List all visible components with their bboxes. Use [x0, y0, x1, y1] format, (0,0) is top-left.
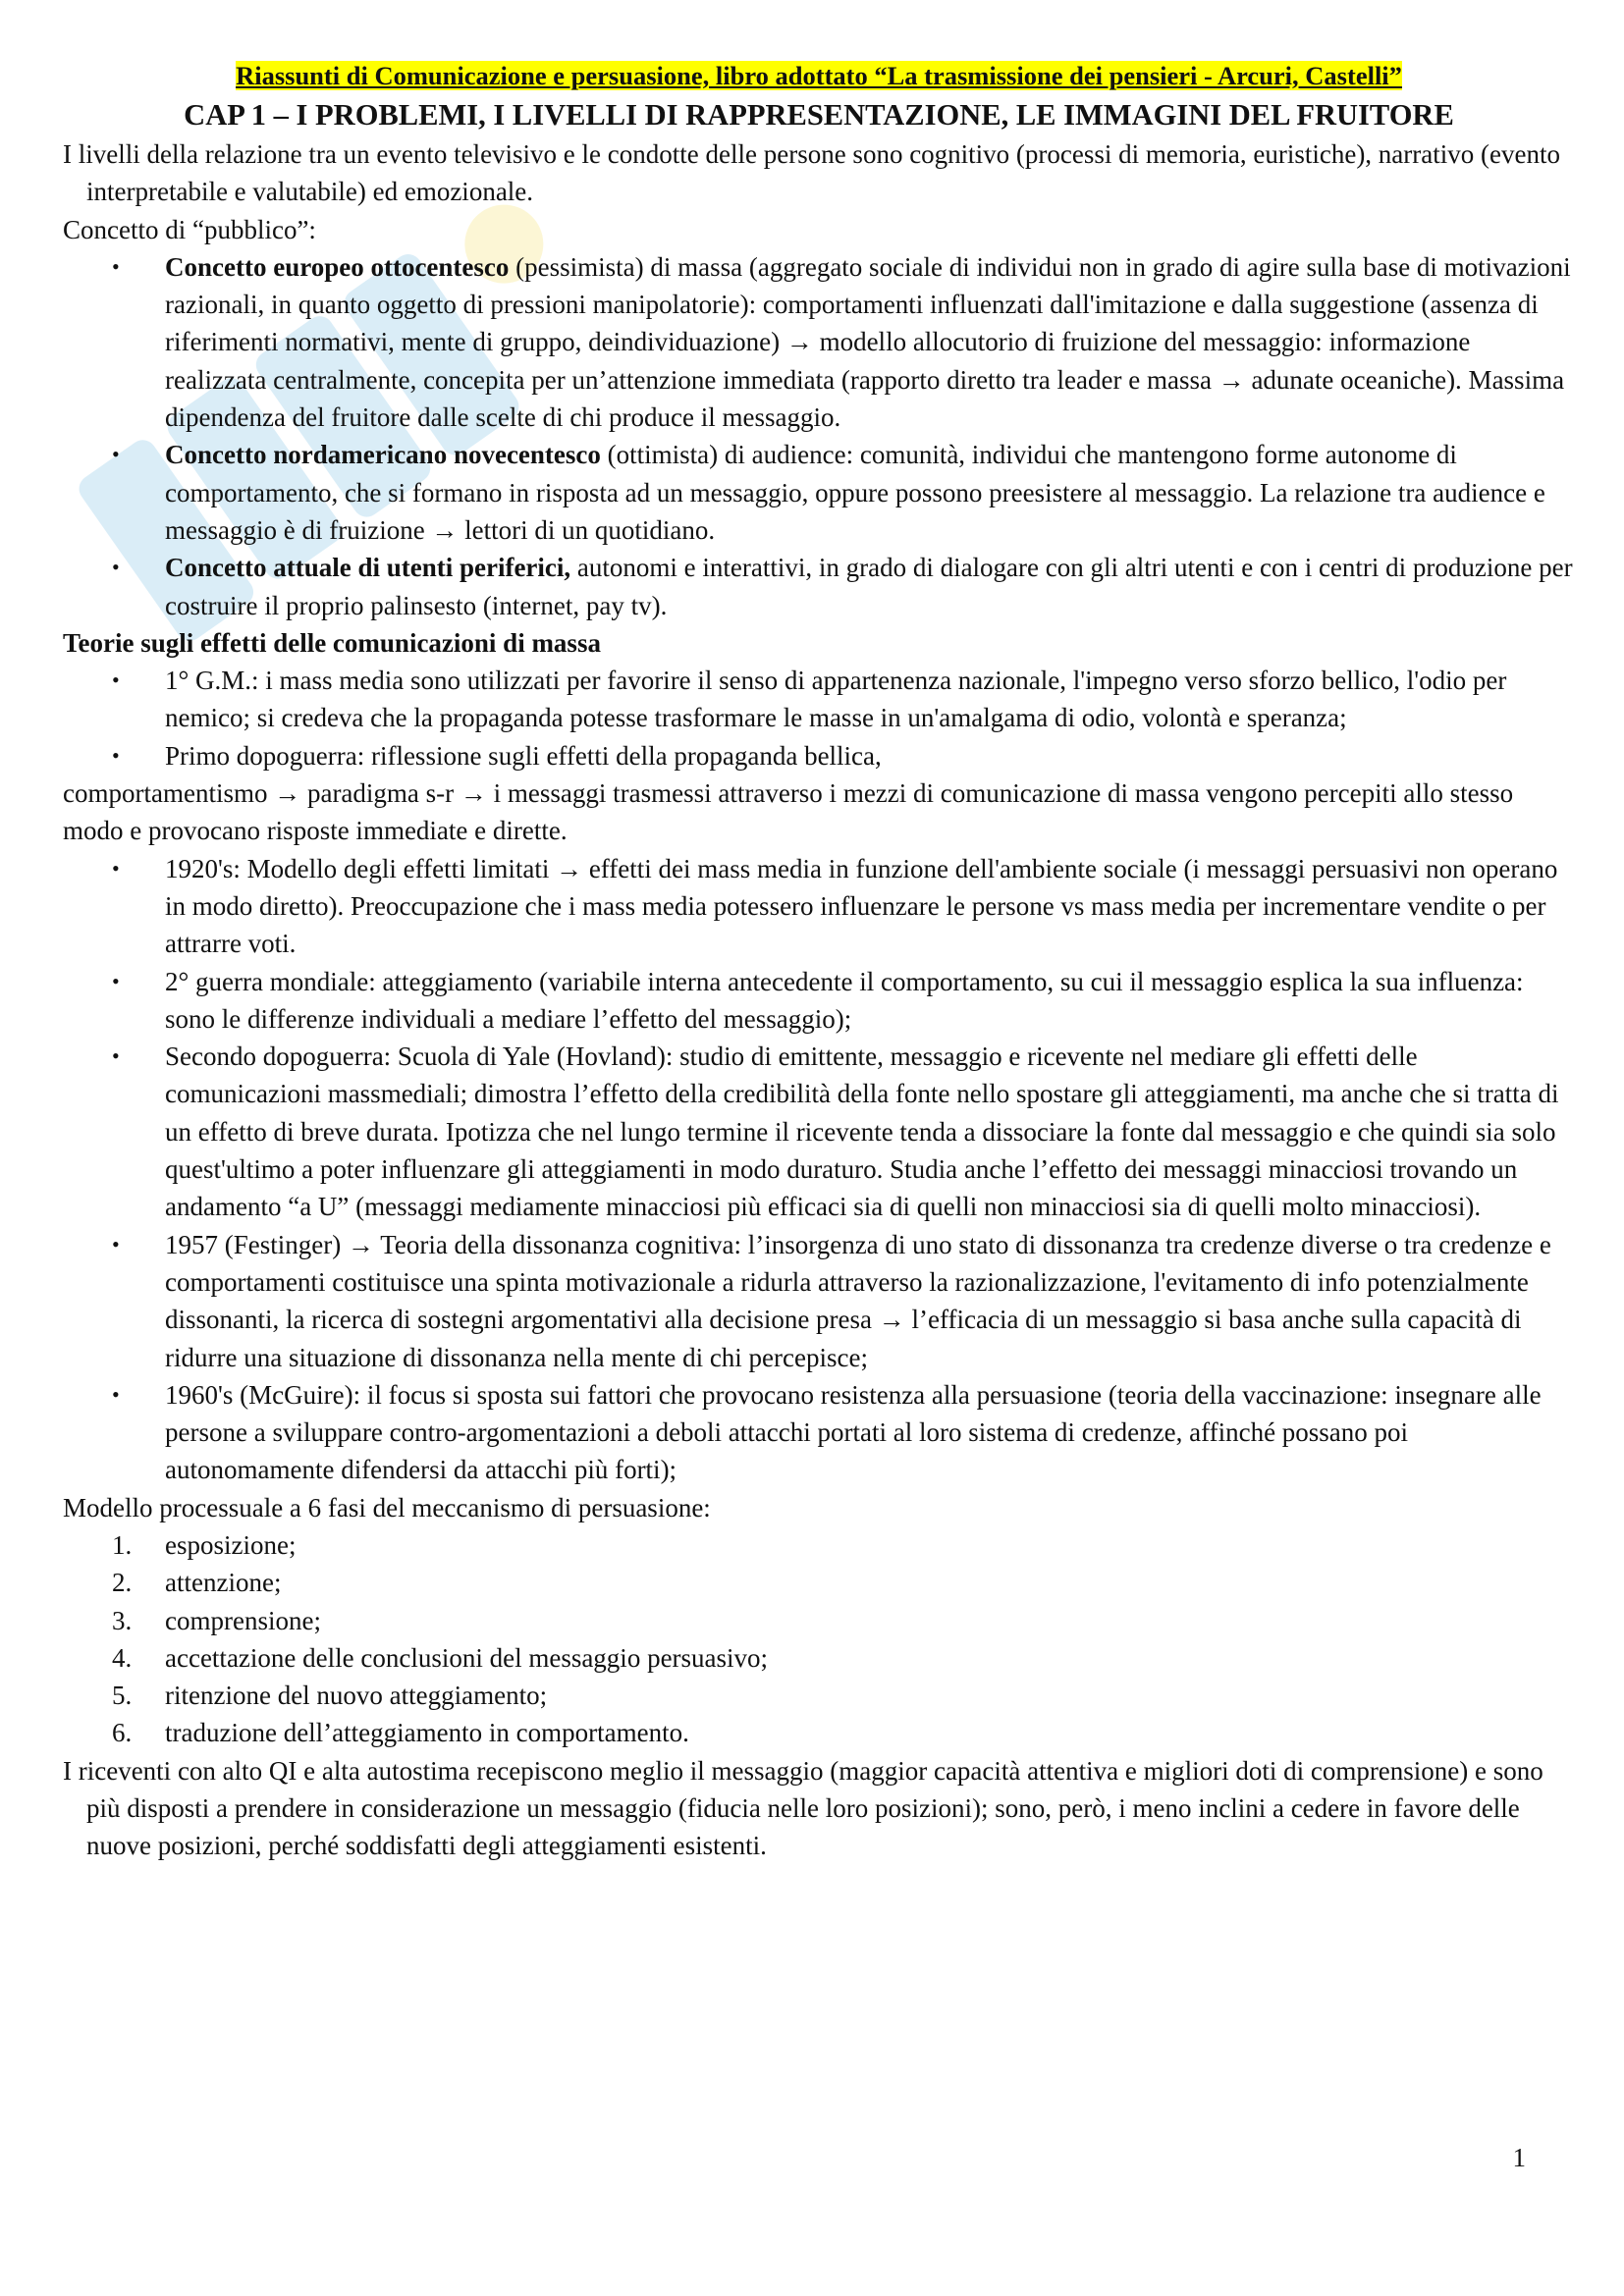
list-item: 2. attenzione; — [112, 1568, 282, 1598]
bullet-icon: • — [112, 1043, 120, 1069]
bullet-icon: • — [112, 253, 120, 279]
bullet-icon: • — [112, 442, 120, 467]
list-item: 5. ritenzione del nuovo atteggiamento; — [112, 1681, 548, 1711]
list-item: • 1920's: Modello degli effetti limitati → effetti dei mass media in funzione dell'ambiente sociale (i messaggi persuasivi non operano in modo diretto). Preoccupazione che i mass media potessero influenzare le persone vs mass media per incrementare vendite o per attrarre voti. — [63, 850, 1575, 963]
list-item: • 1° G.M.: i mass media sono utilizzati per favorire il senso di appartenenza nazionale, l'impegno verso sforzo bellico, l'odio per nemico; si credeva che la propaganda potesse trasformare le masse in un'amalgama di odio, volontà e speranza; — [63, 662, 1575, 737]
modello-heading: Modello processuale a 6 fasi del meccanismo di persuasione: — [63, 1492, 711, 1522]
pubblico-list — [63, 248, 1575, 624]
list-item: • Concetto europeo ottocentesco (pessimista) di massa (aggregato sociale di individui non in grado di agire sulla base di motivazioni razionali, in quanto oggetto di pressioni manipolatorie): comportamenti influenzati dall'imitazione e dalla suggestione (assenza di riferimenti normativi, mente di gruppo, deindividuazione) → modello allocutorio di fruizione del messaggio: informazione realizzata centralmente, concepita per un’attenzione immediata (rapporto diretto tra leader e massa → adunate oceaniche). Massima dipendenza del fruitore dalle scelte di chi produce il messaggio. — [63, 248, 1575, 436]
list-item: • 1960's (McGuire): il focus si sposta sui fattori che provocano resistenza alla persuasione (teoria della vaccinazione: insegnare alle persone a sviluppare contro-argomentazioni a deboli attacchi portati al loro sistema di credenze, affinché possano poi autonomamente difendersi da attacchi più forti); — [63, 1376, 1575, 1489]
list-item: 4. accettazione delle conclusioni del messaggio persuasivo; — [112, 1642, 769, 1673]
list-item: 6. traduzione dell’atteggiamento in comportamento. — [112, 1718, 689, 1748]
intro-paragraph: I livelli della relazione tra un evento televisivo e le condotte delle persone sono cognitivo (processi di memoria, euristiche), narrativo (evento interpretabile e valutabile) ed emozionale. — [63, 139, 1560, 207]
document-title: Riassunti di Comunicazione e persuasione, libro adottato “La trasmissione dei pensieri - Arcuri, Castelli” — [236, 61, 1402, 90]
list-item: • Secondo dopoguerra: Scuola di Yale (Hovland): studio di emittente, messaggio e ricevente nel mediare gli effetti delle comunicazioni massmediali; dimostra l’effetto della credibilità della fonte nello spostare gli atteggiamenti, ma anche che si tratta di un effetto di breve durata. Ipotizza che nel lungo termine il ricevente tenda a dissociare la fonte dal messaggio e che quindi sia solo quest'ultimo a poter influenzare gli atteggiamenti in modo duraturo. Studia anche l’effetto dei messaggi minacciosi trovando un andamento “a U” (messaggi mediamente minacciosi più efficaci sia di quelli non minacciosi sia di quelli molto minacciosi). — [63, 1038, 1575, 1225]
bullet-icon: • — [112, 855, 120, 881]
conclusion-paragraph: I riceventi con alto QI e alta autostima recepiscono meglio il messaggio (maggior capacità attentiva e migliori doti di comprensione) e sono più disposti a prendere in considerazione un messaggio (fiducia nelle loro posizioni); sono, però, i meno inclini a cedere in favore delle nuove posizioni, perché soddisfatti degli atteggiamenti esistenti. — [63, 1755, 1543, 1861]
page-number: 1 — [1512, 2143, 1526, 2172]
bullet-icon: • — [112, 742, 120, 768]
document-page — [63, 57, 1575, 1865]
teorie-heading: Teorie sugli effetti delle comunicazioni di massa — [63, 627, 601, 658]
list-item: • Concetto nordamericano novecentesco (ottimista) di audience: comunità, individui che mantengono forme autonome di comportamento, che si formano in risposta ad un messaggio, oppure possono preesistere al messaggio. La relazione tra audience e messaggio è di fruizione → lettori di un quotidiano. — [63, 436, 1575, 549]
list-item: • Concetto attuale di utenti periferici, autonomi e interattivi, in grado di dialogare con gli altri utenti e con i centri di produzione per costruire il proprio palinsesto (internet, pay tv). — [63, 549, 1575, 624]
teorie-list-b — [63, 850, 1575, 1489]
pubblico-heading: Concetto di “pubblico”: — [63, 214, 316, 244]
teorie-list-a — [63, 662, 1575, 774]
list-item: • 2° guerra mondiale: atteggiamento (variabile interna antecedente il comportamento, su cui il messaggio esplica la sua influenza: sono le differenze individuali a mediare l’effetto del messaggio); — [63, 963, 1575, 1039]
list-item: • Primo dopoguerra: riflessione sugli effetti della propaganda bellica, — [63, 737, 1575, 774]
list-item: 1. esposizione; — [112, 1529, 297, 1560]
bullet-icon: • — [112, 1231, 120, 1256]
list-item: • 1957 (Festinger) → Teoria della dissonanza cognitiva: l’insorgenza di uno stato di dissonanza tra credenze diverse o tra credenze e comportamenti costituisce una spinta motivazionale a ridurla attraverso la razionalizzazione, l'evitamento di info potenzialmente dissonanti, la ricerca di sostegni argomentativi alla decisione presa → l’efficacia di un messaggio si basa anche sulla capacità di ridurre una situazione di dissonanza nella mente di chi percepisce; — [63, 1226, 1575, 1376]
bullet-icon: • — [112, 667, 120, 693]
modello-steps — [63, 1526, 1575, 1752]
chapter-heading: CAP 1 – I PROBLEMI, I LIVELLI DI RAPPRESENTAZIONE, LE IMMAGINI DEL FRUITORE — [184, 98, 1454, 132]
continuation-paragraph: comportamentismo → paradigma s-r → i messaggi trasmessi attraverso i mezzi di comunicazione di massa vengono percepiti allo stesso modo e provocano risposte immediate e dirette. — [63, 778, 1514, 846]
bullet-icon: • — [112, 555, 120, 580]
bullet-icon: • — [112, 968, 120, 993]
list-item: 3. comprensione; — [112, 1605, 321, 1635]
bullet-icon: • — [112, 1381, 120, 1407]
